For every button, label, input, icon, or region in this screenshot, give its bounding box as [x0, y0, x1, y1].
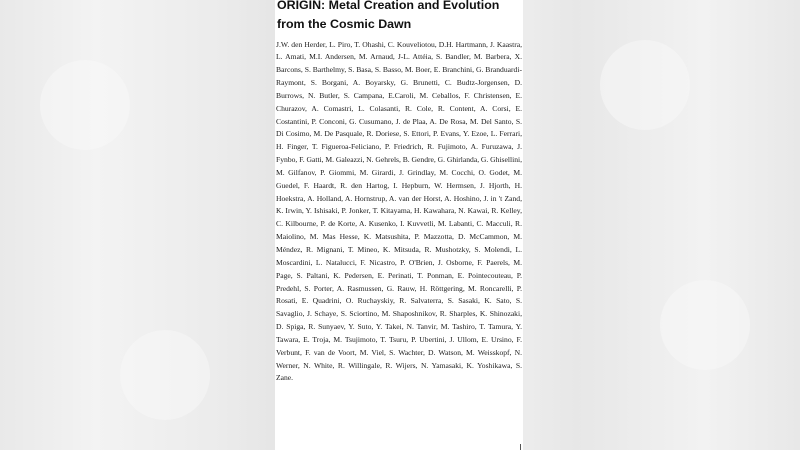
background-blur-spot — [120, 330, 210, 420]
background-blur-spot — [40, 60, 130, 150]
background-blur-spot — [660, 280, 750, 370]
page-edge-mark — [520, 444, 521, 450]
author-list: J.W. den Herder, L. Piro, T. Ohashi, C. Kouveliotou, D.H. Hartmann, J. Kaastra, L. Amati, M.I. Andersen, M. Arnaud, J-L. Attéia, S. Bandler, M. Barbera, X. Barcons, S. Barthelmy, S. Basa, S. Basso, M. Boer, E. Branchini, G. Branduardi-Raymont, S. Borgani, A. Boyarsky, G. Brunetti, C. Budtz-Jorgensen, D. Burrows, N. Butler, S. Campana, E.Caroli, M. Ceballos, F. Christensen, E. Churazov, A. Comastri, L. Colasanti, R. Cole, R. Content, A. Corsi, E. Costantini, P. Conconi, G. Cusumano, J. de Plaa, A. De Rosa, M. Del Santo, S. Di Cosimo, M. De Pasquale, R. Doriese, S. Ettori, P. Evans, Y. Ezoe, L. Ferrari, H. Finger, T. Figueroa-Feliciano, P. Friedrich, R. Fujimoto, A. Furuzawa, J. Fynbo, F. Gatti, M. Galeazzi, N. Gehrels, B. Gendre, G. Ghirlanda, G. Ghisellini, M. Gilfanov, P. Giommi, M. Girardi, J. Grindlay, M. Cocchi, O. Godet, M. Guedel, F. Haardt, R. den Hartog, I. Hepburn, W. Hermsen, J. Hjorth, H. Hoekstra, A. Holland, A. Hornstrup, A. van der Horst, A. Hoshino, J. in 't Zand, K. Irwin, Y. Ishisaki, P. Jonker, T. Kitayama, H. Kawahara, N. Kawai, R. Kelley, C. Kilbourne, P. de Korte, A. Kusenko, I. Kuvvetli, M. Labanti, C. Macculi, R. Maiolino, M. Mas Hesse, K. Matsushita, P. Mazzotta, D. McCammon, M. Méndez, R. Mignani, T. Mineo, K. Mitsuda, R. Mushotzky, S. Molendi, L. Moscardini, L. Natalucci, F. Nicastro, P. O'Brien, J. Osborne, F. Paerels, M. Page, S. Paltani, K. Pedersen, E. Perinati, T. Ponman, E. Pointecouteau, P. Predehl, S. Porter, A. Rasmussen, G. Rauw, H. Röttgering, M. Roncarelli, P. Rosati, E. Quadrini, O. Ruchayskiy, R. Salvaterra, S. Sasaki, K. Sato, S. Savaglio, J. Schaye, S. Sciortino, M. Shaposhnikov, R. Sharples, K. Shinozaki, D. Spiga, R. Sunyaev, Y. Suto, Y. Takei, N. Tanvir, M. Tashiro, T. Tamura, Y. Tawara, E. Troja, M. Tsujimoto, T. Tsuru, P. Ubertini, J. Ullom, E. Ursino, F. Verbunt, F. van de Voort, M. Viel, S. Wachter, D. Watson, M. Weisskopf, N. Werner, N. White, R. Willingale, R. Wijers, N. Yamasaki, K. Yoshikawa, S. Zane. — [276, 39, 522, 383]
paper-title: ORIGIN: Metal Creation and Evolution from the Cosmic Dawn — [277, 0, 500, 31]
background-blur-spot — [600, 40, 690, 130]
document-page — [275, 0, 523, 450]
